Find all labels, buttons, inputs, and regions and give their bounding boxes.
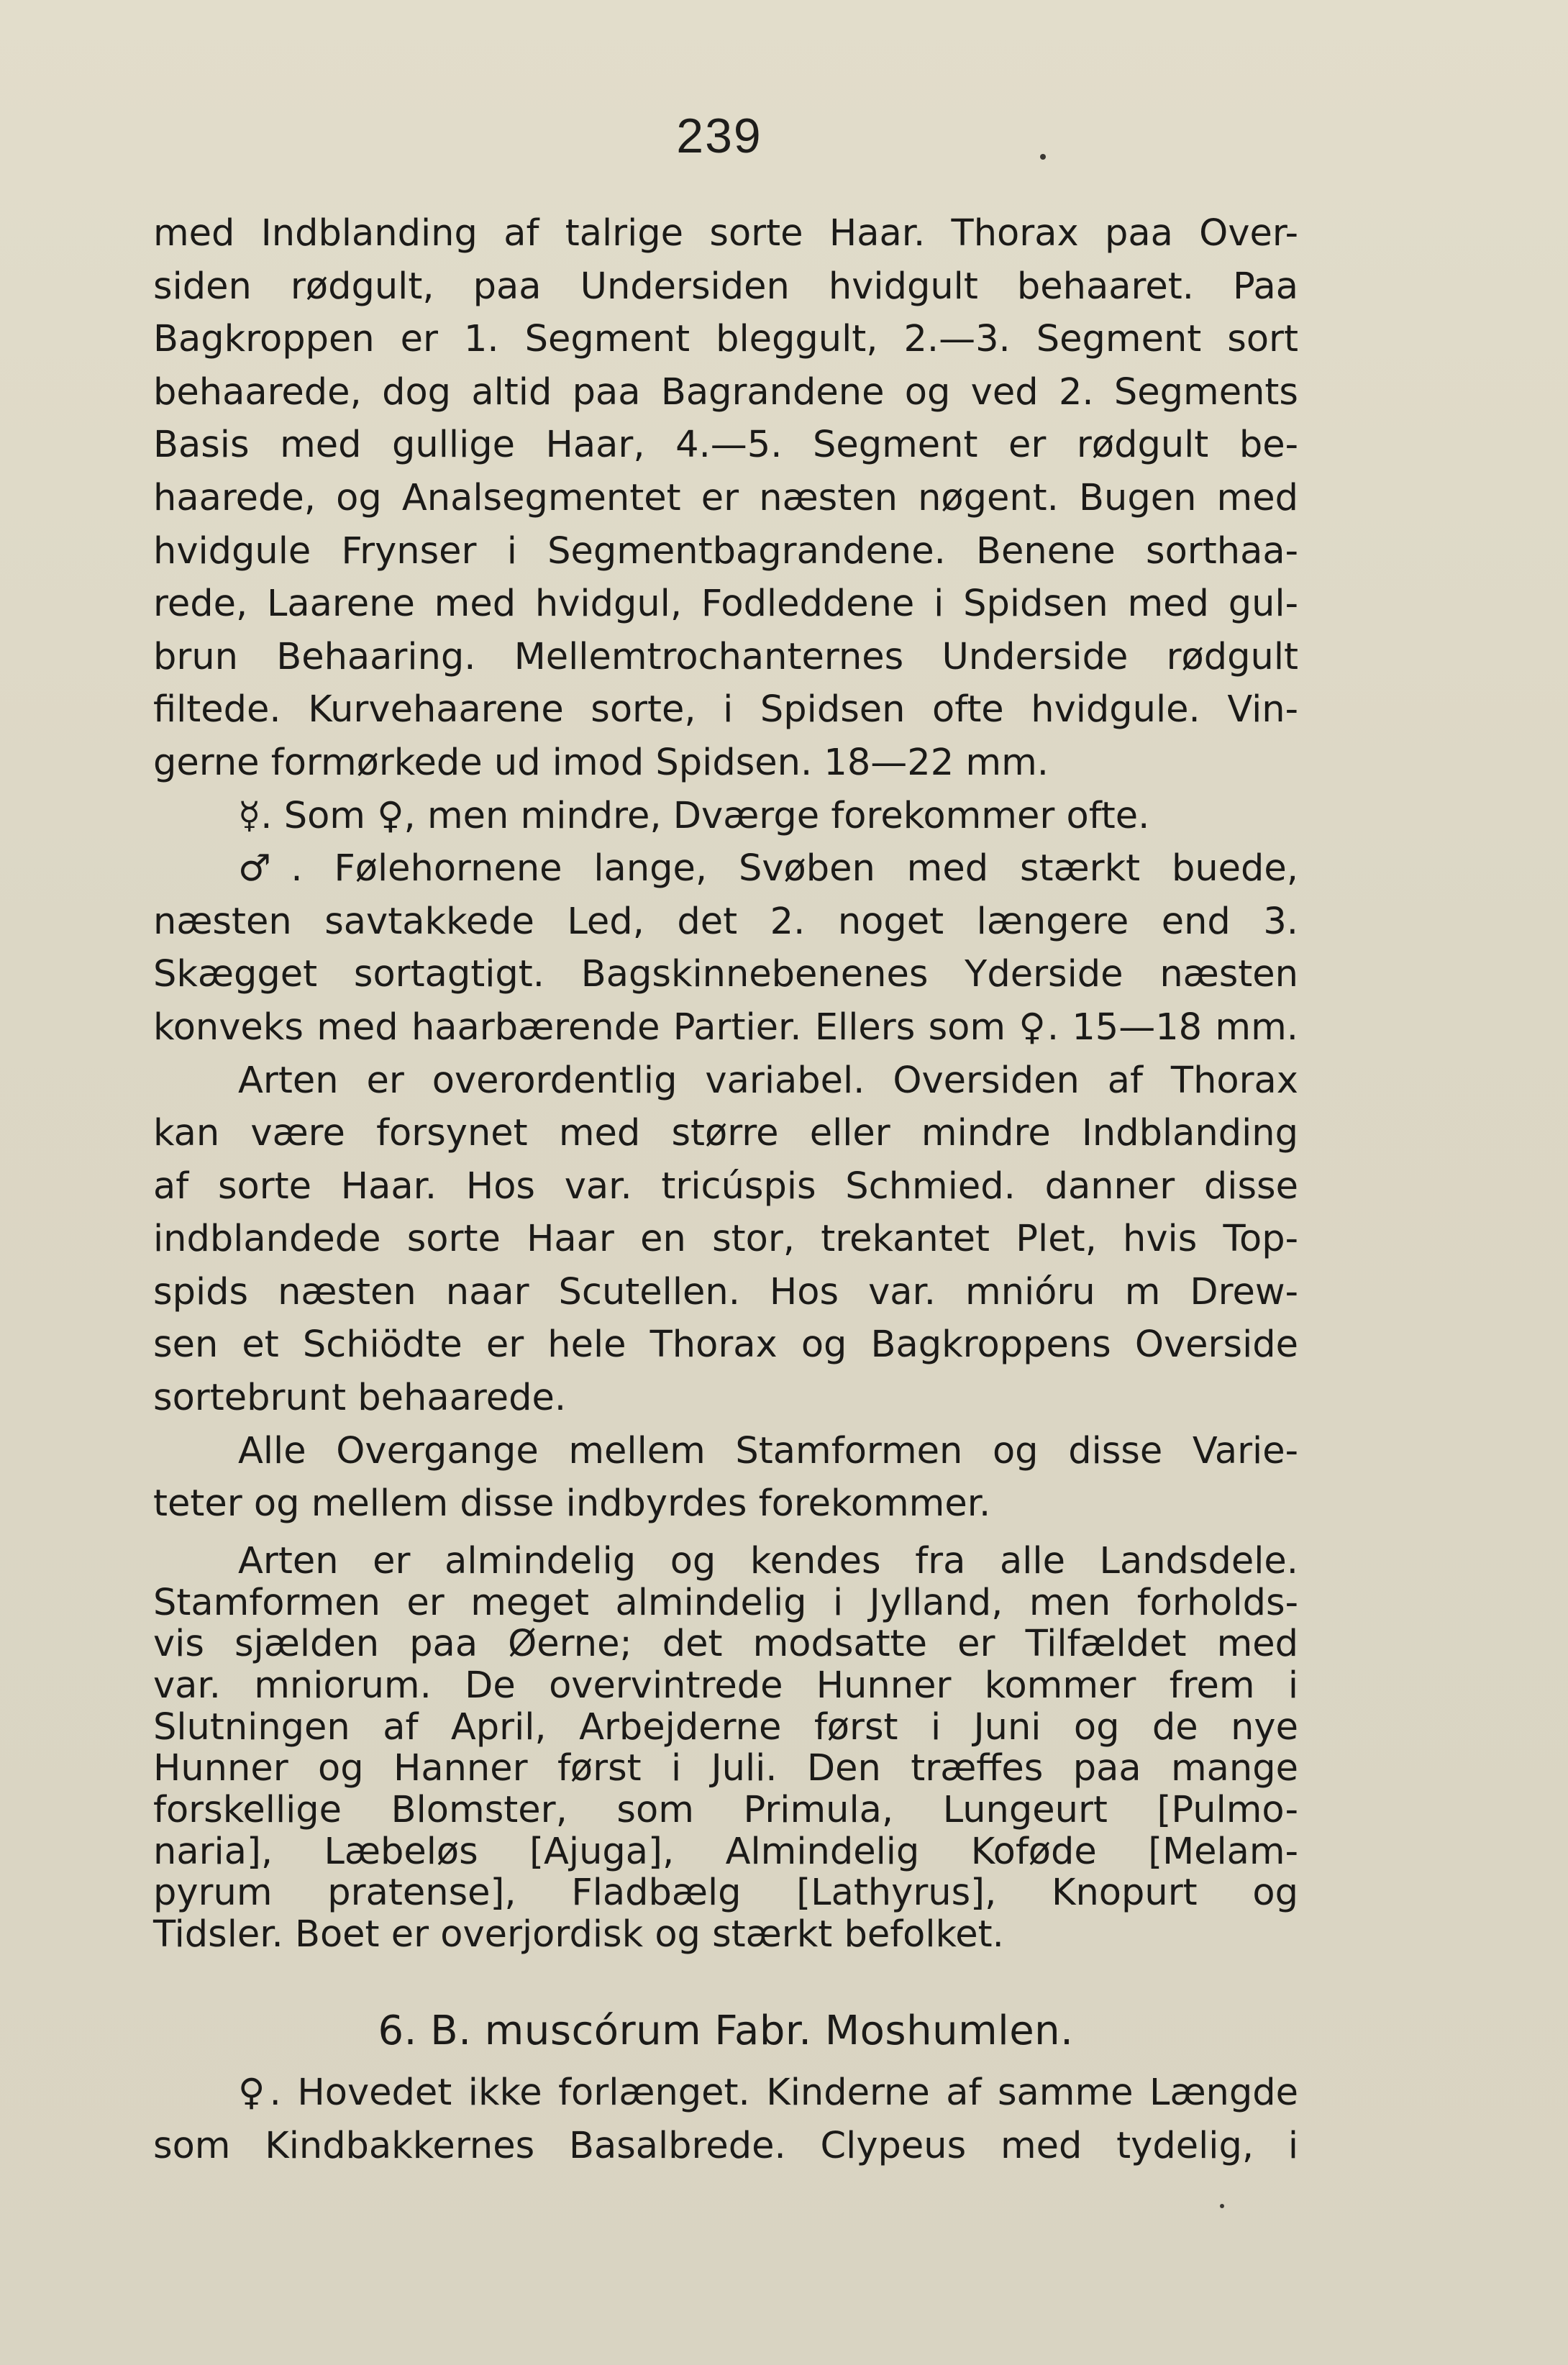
text-line: Bagkroppen er 1. Segment bleggult, 2.—3. Segment sort	[153, 318, 1298, 361]
text-line: forskellige Blomster, som Primula, Lungeurt [Pulmo-	[153, 1788, 1298, 1831]
text-line: var. mniorum. De overvintrede Hunner kommer frem i	[153, 1664, 1298, 1707]
text-line: rede, Laarene med hvidgul, Fodleddene i Spidsen med gul-	[153, 583, 1298, 626]
text-line: filtede. Kurvehaarene sorte, i Spidsen ofte hvidgule. Vin-	[153, 688, 1298, 732]
text-line: Stamformen er meget almindelig i Jylland, men forholds-	[153, 1581, 1298, 1624]
spacer	[153, 1531, 1298, 1541]
text-line: hvidgule Frynser i Segmentbagrandene. Benene sorthaa-	[153, 529, 1298, 573]
text-line: ♀. Hovedet ikke forlænget. Kinderne af samme Længde	[238, 2071, 1298, 2114]
paragraph-female-description	[153, 2066, 1298, 2173]
text-line: haarede, og Analsegmentet er næsten nøgent. Bugen med	[153, 476, 1298, 519]
paragraph-distribution	[153, 1541, 1298, 1956]
text-line: spids næsten naar Scutellen. Hos var. mnióru m Drew-	[153, 1270, 1298, 1313]
page-number: 239	[676, 109, 762, 163]
text-line: sortebrunt behaarede.	[153, 1377, 567, 1420]
text-line: Basis med gullige Haar, 4.—5. Segment er rødgult be-	[153, 424, 1298, 467]
text-line: naria], Læbeløs [Ajuga], Almindelig Koføde [Melam-	[153, 1830, 1298, 1873]
text-line: teter og mellem disse indbyrdes forekommer.	[153, 1482, 991, 1526]
text-line: behaarede, dog altid paa Bagrandene og ved 2. Segments	[153, 370, 1298, 414]
paragraph-worker	[153, 790, 1298, 843]
text-line: brun Behaaring. Mellemtrochanternes Underside rødgult	[153, 635, 1298, 678]
text-line: Skægget sortagtigt. Bagskinnebenenes Yderside næsten	[153, 953, 1298, 996]
text-line: konveks med haarbærende Partier. Ellers som ♀. 15—18 mm.	[153, 1006, 1298, 1049]
ink-speck	[1220, 2204, 1224, 2208]
text-line: med Indblanding af talrige sorte Haar. Thorax paa Over-	[153, 212, 1298, 255]
paragraph-transitions	[153, 1425, 1298, 1531]
text-line: kan være forsynet med større eller mindre Indblanding	[153, 1112, 1298, 1155]
text-line: sen et Schiödte er hele Thorax og Bagkroppens Overside	[153, 1323, 1298, 1367]
ink-speck	[1040, 154, 1046, 160]
paragraph-description	[153, 207, 1298, 790]
body-text	[153, 207, 1298, 2173]
text-line: pyrum pratense], Fladbælg [Lathyrus], Knopurt og	[153, 1872, 1298, 1915]
species-heading: 6. B. muscórum Fabr. Moshumlen.	[378, 2007, 1074, 2054]
text-line: indblandede sorte Haar en stor, trekantet Plet, hvis Top-	[153, 1218, 1298, 1261]
text-line: som Kindbakkernes Basalbrede. Clypeus med tydelig, i	[153, 2124, 1298, 2167]
text-line: ♂. Følehornene lange, Svøben med stærkt buede,	[238, 847, 1298, 890]
text-line: vis sjælden paa Øerne; det modsatte er Tilfældet med	[153, 1623, 1298, 1666]
text-line: Slutningen af April, Arbejderne først i Juni og de nye	[153, 1705, 1298, 1749]
text-line: gerne formørkede ud imod Spidsen. 18—22 mm.	[153, 741, 1049, 784]
text-line: Tidsler. Boet er overjordisk og stærkt befolket.	[153, 1913, 1004, 1956]
text-line: næsten savtakkede Led, det 2. noget længere end 3.	[153, 900, 1298, 943]
text-line: af sorte Haar. Hos var. tricúspis Schmied. danner disse	[153, 1165, 1298, 1208]
text-line: Arten er overordentlig variabel. Oversiden af Thorax	[238, 1059, 1298, 1102]
paragraph-variation	[153, 1054, 1298, 1425]
text-line: Alle Overgange mellem Stamformen og disse Varie-	[238, 1429, 1298, 1472]
text-line: Arten er almindelig og kendes fra alle Landsdele.	[238, 1539, 1298, 1582]
text-line: ☿. Som ♀, men mindre, Dværge forekommer ofte.	[238, 794, 1150, 837]
text-line: siden rødgult, paa Undersiden hvidgult behaaret. Paa	[153, 265, 1298, 308]
paragraph-male	[153, 842, 1298, 1054]
text-line: Hunner og Hanner først i Juli. Den træffes paa mange	[153, 1747, 1298, 1790]
